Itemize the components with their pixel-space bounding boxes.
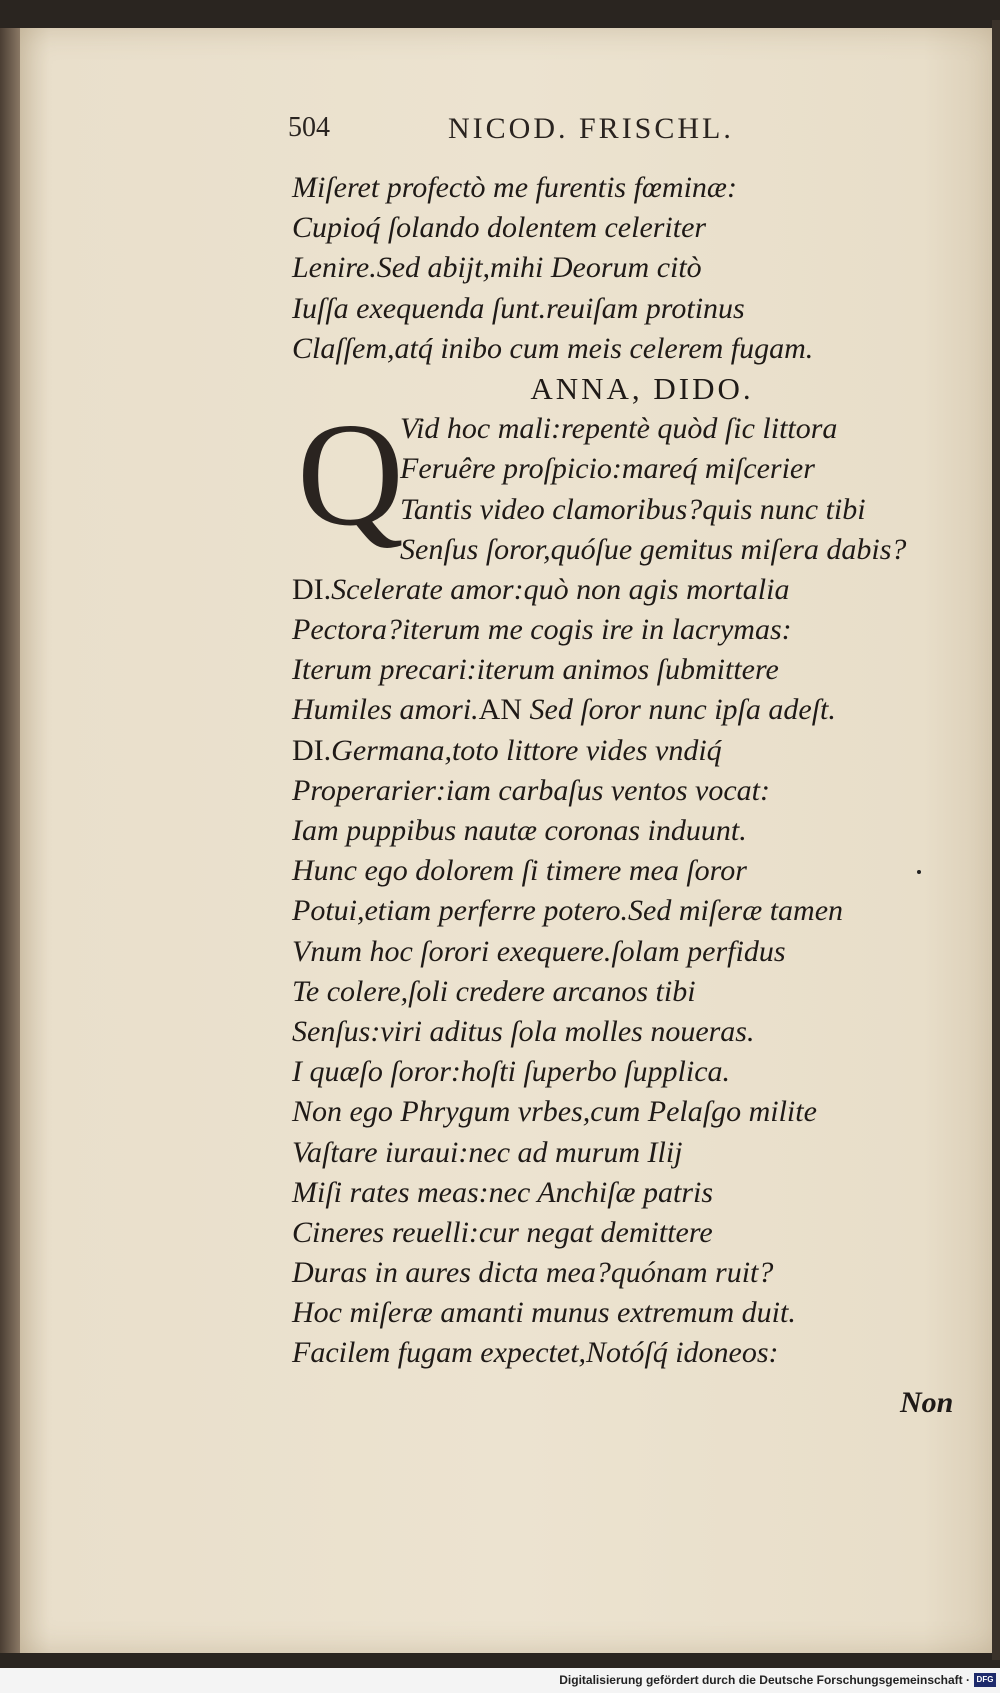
verse-line: Claſſem,atq́ inibo cum meis celerem fugam.	[292, 331, 814, 365]
dialogue-line	[292, 610, 932, 650]
dialogue-line	[292, 1293, 932, 1333]
verse-text: Miſi rates meas:nec Anchiſæ patris	[292, 1175, 714, 1209]
running-title: NICOD. FRISCHL.	[448, 112, 734, 145]
dialogue-line	[292, 891, 932, 931]
digitization-footer	[0, 1668, 1000, 1693]
speaker-label: AN	[478, 693, 523, 727]
dialogue-line	[292, 811, 932, 851]
dialogue-line	[292, 1333, 932, 1373]
verse-text: Humiles amori.	[292, 693, 479, 727]
verse-text: Iam puppibus nautæ coronas induunt.	[292, 814, 747, 848]
verse-text: Sed ſoror nunc ipſa adeſt.	[522, 693, 836, 727]
verse-text: Non ego Phrygum vrbes,cum Pelaſgo milite	[292, 1095, 817, 1129]
dialogue-line	[292, 932, 932, 972]
verse-text: Properarier:iam carbaſus ventos vocat:	[292, 773, 770, 807]
dialogue-line	[292, 570, 932, 610]
verse-text: Vaſtare iuraui:nec ad murum Ilij	[292, 1135, 683, 1169]
speaker-label: DI.	[292, 733, 332, 767]
verse-text: Germana,toto littore vides vndiq́	[331, 733, 722, 767]
verse-line: Cupioq́ ſolando dolentem celeriter	[292, 211, 707, 245]
dialogue-line	[292, 731, 932, 771]
section-heading: ANNA, DIDO.	[530, 370, 754, 406]
drop-cap-block	[292, 393, 932, 570]
page-number: 504	[288, 112, 330, 143]
verse-text: Facilem fugam expectet,Notóſq́ idoneos:	[292, 1336, 779, 1370]
verse-text: Iterum precari:iterum animos ſubmittere	[292, 653, 779, 687]
verse-text: Potui,etiam perferre potero.Sed miſeræ tamen	[292, 894, 844, 928]
dialogue-line	[292, 972, 932, 1012]
verse-text: Vnum hoc ſorori exequere.ſolam perfidus	[292, 934, 786, 968]
verse-line: Senſus ſoror,quóſue gemitus miſera dabis?	[400, 532, 907, 566]
dialogue-line	[292, 1012, 932, 1052]
drop-cap: Q	[297, 393, 404, 558]
speaker-label: DI.	[292, 572, 332, 606]
verse-line: Vid hoc mali:repentè quòd ſic littora	[400, 412, 838, 446]
dialogue-line	[292, 771, 932, 811]
verse-text: Pectora?iterum me cogis ire in lacrymas:	[292, 613, 792, 647]
verse-line: Tantis video clamoribus?quis nunc tibi	[400, 492, 866, 526]
verse-text: I quæſo ſoror:hoſti ſuperbo ſupplica.	[292, 1055, 731, 1089]
funding-credit: Digitalisierung gefördert durch die Deutsche Forschungsgemeinschaft ·	[559, 1673, 970, 1687]
verse-line: Miſeret profectò me furentis fœminæ:	[292, 171, 737, 204]
page-text	[292, 168, 932, 1374]
verse-text: Duras in aures dicta mea?quónam ruit?	[292, 1256, 774, 1290]
dialogue-line	[292, 650, 932, 690]
dfg-logo: DFG	[974, 1673, 996, 1687]
dialogue-line	[292, 1213, 932, 1253]
book-spine	[0, 28, 20, 1653]
dialogue-line	[292, 1133, 932, 1173]
dialogue-line	[292, 690, 932, 730]
page-edge	[992, 20, 1000, 1660]
verse-text: Cineres reuelli:cur negat demittere	[292, 1215, 713, 1249]
verse-line: Iuſſa exequenda ſunt.reuiſam protinus	[292, 291, 745, 325]
dialogue-line	[292, 1052, 932, 1092]
verse-text: Hunc ego dolorem ſi timere mea ſoror	[292, 854, 747, 888]
dialogue-line	[292, 851, 932, 891]
dialogue-line	[292, 1253, 932, 1293]
dialogue-line	[292, 1092, 932, 1132]
verse-line: Feruêre proſpicio:mareq́ miſcerier	[400, 452, 815, 486]
verse-text: Te colere,ſoli credere arcanos tibi	[292, 974, 696, 1008]
ink-speck	[917, 870, 921, 874]
verse-line: Lenire.Sed abijt,mihi Deorum citò	[292, 251, 702, 285]
catchword: Non	[900, 1386, 954, 1419]
verse-text: Scelerate amor:quò non agis mortalia	[331, 572, 790, 606]
verse-text: Senſus:viri aditus ſola molles noueras.	[292, 1014, 755, 1048]
dialogue-line	[292, 1173, 932, 1213]
verse-text: Hoc miſeræ amanti munus extremum duit.	[292, 1296, 796, 1330]
